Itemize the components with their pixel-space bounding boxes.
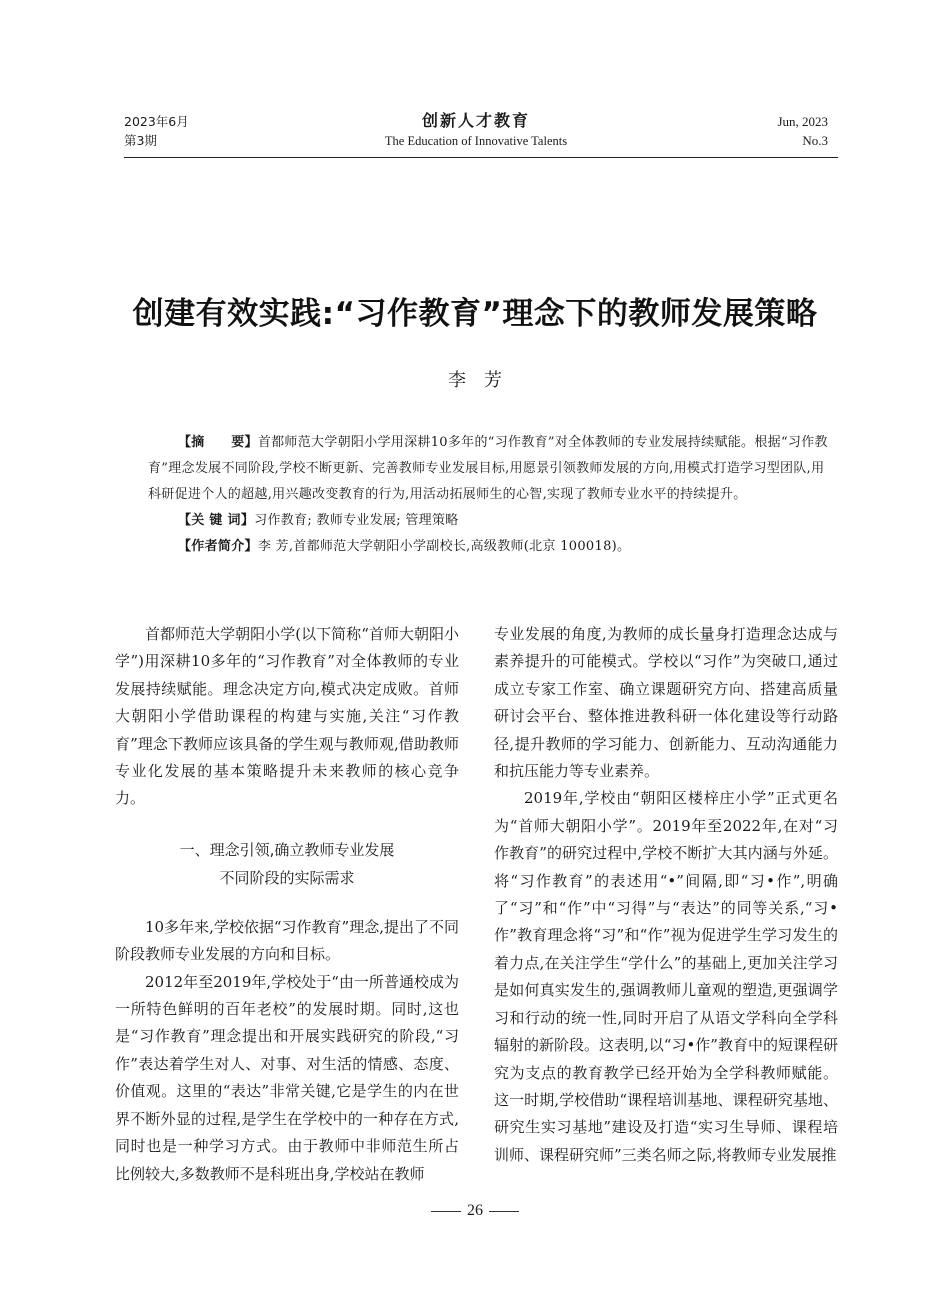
author-bio-text: 李 芳,首都师范大学朝阳小学副校长,高级教师(北京 100018)。 <box>257 539 631 554</box>
page-number: 26 <box>467 1202 483 1219</box>
article-author: 李芳 <box>448 370 520 391</box>
section-heading-line-1: 一、理念引领,确立教师专业发展 <box>179 840 395 859</box>
keywords-line <box>148 508 828 534</box>
abstract-label: 【摘 要】 <box>178 435 258 450</box>
author-bio-label: 【作者简介】 <box>178 539 258 554</box>
header-issue-cn: 第3期 <box>124 133 157 148</box>
running-header <box>124 110 828 158</box>
keywords-label: 【关 键 词】 <box>178 513 255 528</box>
section-heading-line-2: 不同阶段的实际需求 <box>219 868 355 887</box>
abstract-text: 首都师范大学朝阳小学用深耕10多年的“习作教育”对全体教师的专业发展持续赋能。根据“习作教育”理念发展不同阶段,学校不断更新、完善教师专业发展目标,用愿景引领教师发展的方向,用模式打造学习型团队,用科研促进个人的超越,用兴趣改变教育的行为,用活动拓展师生的心智,实现了教师专业水平的持续提升。 <box>148 435 828 502</box>
abstract-paragraph <box>148 430 828 508</box>
article-title: 创建有效实践:“习作教育”理念下的教师发展策略 <box>132 296 818 332</box>
body-paragraph: 10多年来,学校依据“习作教育”理念,提出了不同阶段教师专业发展的方向和目标。 <box>115 917 459 964</box>
author-bio-line <box>148 534 828 560</box>
body-paragraph: 首都师范大学朝阳小学(以下简称“首师大朝阳小学”)用深耕10多年的“习作教育”对全体教师的专业发展持续赋能。理念决定方向,模式决定成败。首师大朝阳小学借助课程的构建与实施,关注“习作教育”理念下教师应该具备的学生观与教师观,借助教师专业化发展的基本策略提升未来教师的核心竞争力。 <box>115 625 459 808</box>
footer-dash-right <box>489 1211 519 1212</box>
header-date-cn: 2023年6月 <box>124 114 189 129</box>
page-footer <box>0 1202 950 1220</box>
header-date-en: Jun, 2023 <box>777 114 828 129</box>
header-right <box>777 112 828 150</box>
footer-dash-left <box>431 1211 461 1212</box>
body-paragraph-continued: 专业发展的角度,为教师的成长量身打造理念达成与素养提升的可能模式。学校以“习作”为突破口,通过成立专家工作室、确立课题研究方向、搭建高质量研讨会平台、整体推进教科研一体化建设等行动路径,提升教师的学习能力、创新能力、互动沟通能力和抗压能力等专业素养。 <box>494 625 838 781</box>
header-journal <box>124 110 828 150</box>
header-issue-en: No.3 <box>802 133 828 148</box>
section-heading <box>115 836 459 892</box>
journal-title-en: The Education of Innovative Talents <box>384 134 568 148</box>
body-column-left <box>115 621 459 1188</box>
abstract-block <box>148 430 828 560</box>
body-column-right <box>494 621 838 1169</box>
journal-title-cn: 创新人才教育 <box>421 111 530 130</box>
keywords-text: 习作教育; 教师专业发展; 管理策略 <box>254 513 459 528</box>
body-paragraph: 2019年,学校由“朝阳区楼梓庄小学”正式更名为“首师大朝阳小学”。2019年至2022年,在对“习作教育”的研究过程中,学校不断扩大其内涵与外延。将“习作教育”的表述用“•”间隔,即“习•作”,明确了“习”和“作”中“习得”与“表达”的同等关系,“习•作”教育理念将“习”和“作”视为促进学生学习发生的着力点,在关注学生“学什么”的基础上,更加关注学习是如何真实发生的,强调教师儿童观的塑造,更强调学习和行动的统一性,同时开启了从语文学科向全学科辐射的新阶段。这表明,以“习•作”教育中的短课程研究为支点的教育教学已经开始为全学科教师赋能。这一时期,学校借助“课程培训基地、课程研究基地、研究生实习基地”建设及打造“实习生导师、课程培训师、课程研究师”三类名师之际,将教师专业发展推 <box>494 789 838 1164</box>
header-rule <box>124 157 838 158</box>
body-paragraph: 2012年至2019年,学校处于“由一所普通校成为一所特色鲜明的百年老校”的发展时期。同时,这也是“习作教育”理念提出和开展实践研究的阶段,“习作”表达着学生对人、对事、对生活的情感、态度、价值观。这里的“表达”非常关键,它是学生的内在世界不断外显的过程,是学生在学校中的一种存在方式,同时也是一种学习方式。由于教师中非师范生所占比例较大,多数教师不是科班出身,学校站在教师 <box>115 972 459 1183</box>
